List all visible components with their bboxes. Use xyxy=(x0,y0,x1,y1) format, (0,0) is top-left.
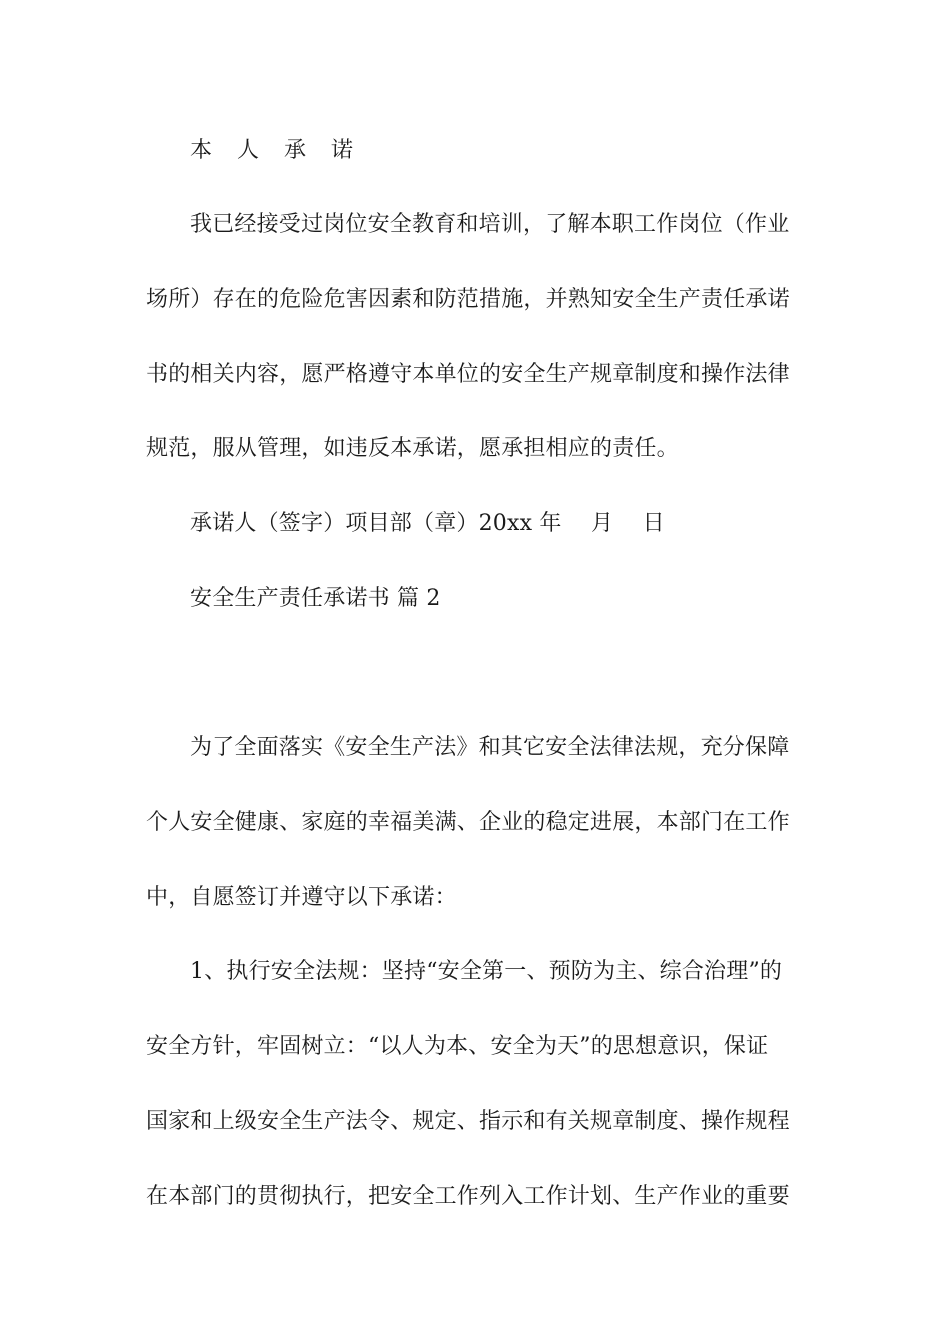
paragraph-1-line-2: 场所）存在的危险危害因素和防范措施，并熟知安全生产责任承诺 xyxy=(146,287,790,312)
signature-line: 承诺人（签字）项目部（章）20xx 年 月 日 xyxy=(190,511,665,536)
paragraph-2-line-3: 中，自愿签订并遵守以下承诺： xyxy=(146,885,457,910)
paragraph-1-line-3: 书的相关内容，愿严格遵守本单位的安全生产规章制度和操作法律 xyxy=(146,362,790,387)
paragraph-3-line-4: 在本部门的贯彻执行，把安全工作列入工作计划、生产作业的重要 xyxy=(146,1184,790,1209)
paragraph-1-line-4: 规范，服从管理，如违反本承诺，愿承担相应的责任。 xyxy=(146,436,679,461)
section-title: 安全生产责任承诺书 篇 2 xyxy=(190,586,441,611)
paragraph-2-line-1: 为了全面落实《安全生产法》和其它安全法律法规，充分保障 xyxy=(190,735,790,760)
paragraph-2-line-2: 个人安全健康、家庭的幸福美满、企业的稳定进展，本部门在工作 xyxy=(146,810,790,835)
commitment-heading: 本 人 承 诺 xyxy=(190,138,362,163)
paragraph-3-line-1: 1、执行安全法规：坚持“安全第一、预防为主、综合治理”的 xyxy=(190,959,783,984)
paragraph-3-line-2: 安全方针，牢固树立：“以人为本、安全为天”的思想意识，保证 xyxy=(146,1034,769,1059)
paragraph-1-line-1: 我已经接受过岗位安全教育和培训，了解本职工作岗位（作业 xyxy=(190,212,790,237)
paragraph-3-line-3: 国家和上级安全生产法令、规定、指示和有关规章制度、操作规程 xyxy=(146,1109,790,1134)
